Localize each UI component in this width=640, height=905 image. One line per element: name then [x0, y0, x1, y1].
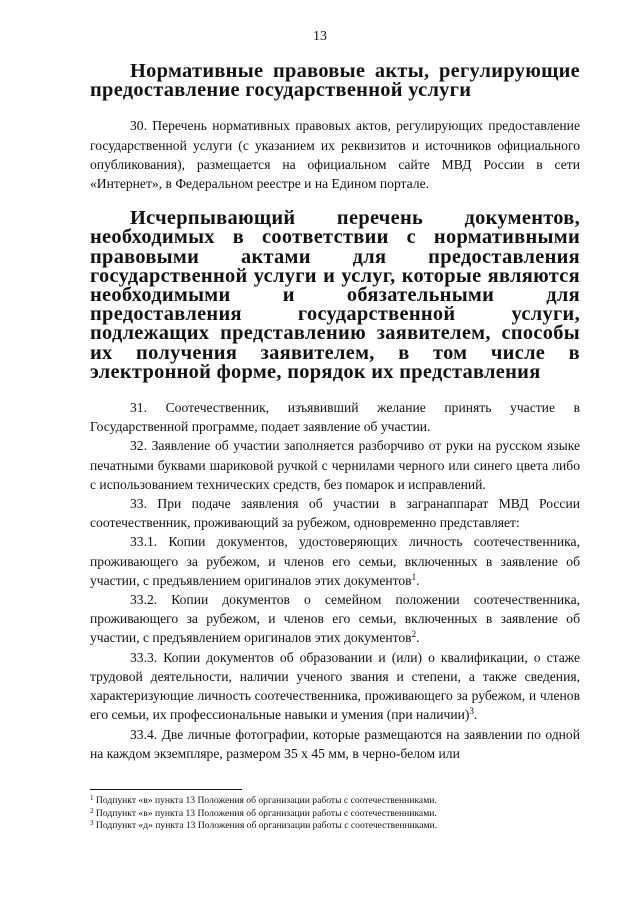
paragraph-33-3 [90, 648, 580, 725]
footnote-text: Подпункт «в» пункта 13 Положения об организации работы с соотечественниками. [95, 795, 437, 806]
paragraph-31 [90, 398, 580, 436]
document-body [90, 62, 580, 763]
footnote-3 [90, 820, 580, 833]
footnote-mark: 1 [90, 794, 94, 802]
paragraph-text: 33.2. Копии документов о семейном положении соотечественника, проживающего за рубежом, и членов его семьи, включенных в заявление об участии, с предъявлением оригиналов этих документов [90, 592, 580, 646]
paragraph-text: 33.3. Копии документов об образовании и (или) о квалификации, о стаже трудовой деятельности, наличии ученого звания и степени, а также сведения, характеризующие личность соотечественника, проживающего за рубежом, и членов его семьи, их профессиональные навыки и умения (при наличии) [90, 649, 580, 723]
section-heading-regulations: Нормативные правовые акты, регулирующие предоставление государственной услуги [90, 60, 580, 102]
paragraph-text: 33.4. Две личные фотографии, которые размещаются на заявлении по одной на каждом экземпляре, размером 35 х 45 мм, в черно-белом или [90, 726, 580, 761]
paragraph-text: 32. Заявление об участии заполняется разборчиво от руки на русском языке печатными буквами шариковой ручкой с чернилами черного или синего цвета либо с использованием технических средств, без помарок и исправлений. [90, 438, 580, 492]
paragraph-text: 31. Соотечественник, изъявивший желание принять участие в Государственной программе, подает заявление об участии. [90, 400, 580, 435]
footnote-ref-1[interactable]: 1 [411, 571, 417, 582]
footnote-1 [90, 795, 580, 808]
footnote-text: Подпункт «в» пункта 13 Положения об организации работы с соотечественниками. [95, 807, 437, 819]
paragraph-33-4 [90, 725, 580, 763]
paragraph-text: 33.1. Копии документов, удостоверяющих личность соотечественника, проживающего за рубежом, и членов его семьи, включенных в заявление об участии, с предъявлением оригиналов этих документов [90, 534, 580, 588]
footnote-mark: 2 [90, 806, 94, 815]
section-heading-documents: Исчерпывающий перечень документов, необходимых в соответствии с нормативными правовыми актами для предоставления государственной услуги и услуг, которые являются необходимыми и обязательными для предоставления государственной услуги, подлежащих представлению заявителем, способы их получения заявителем, в том числе в электронной форме, порядок их представления [90, 207, 580, 383]
footnote-text: Подпункт «д» пункта 13 Положения об организации работы с соотечественниками. [95, 820, 438, 831]
page-number: 13 [313, 29, 327, 44]
section-documents-paragraphs [90, 398, 580, 763]
section-regulations-paragraphs [90, 116, 580, 193]
footnote-mark: 3 [90, 819, 94, 827]
paragraph-tail: . [416, 572, 420, 588]
footnote-2 [90, 808, 580, 821]
paragraph-30: 30. Перечень нормативных правовых актов, регулирующих предоставление государственной услуги (с указанием их реквизитов и источников официального опубликования), размещается на официальном сайте МВД России в сети «Интернет», в Федеральном реестре и на Едином портале. [90, 118, 580, 192]
paragraph-tail: . [416, 630, 420, 646]
footnote-ref-2[interactable]: 2 [411, 629, 417, 640]
paragraph-33 [90, 494, 580, 532]
paragraph-33-2 [90, 590, 580, 648]
footnote-divider [90, 789, 242, 790]
footnotes [90, 795, 580, 833]
footnote-ref-3[interactable]: 3 [469, 706, 474, 717]
paragraph-33-1 [90, 532, 580, 590]
paragraph-tail: . [473, 707, 478, 723]
paragraph-32 [90, 436, 580, 494]
paragraph-text: 33. При подаче заявления об участии в загранаппарат МВД России соотечественник, проживающий за рубежом, одновременно представляет: [90, 496, 580, 531]
